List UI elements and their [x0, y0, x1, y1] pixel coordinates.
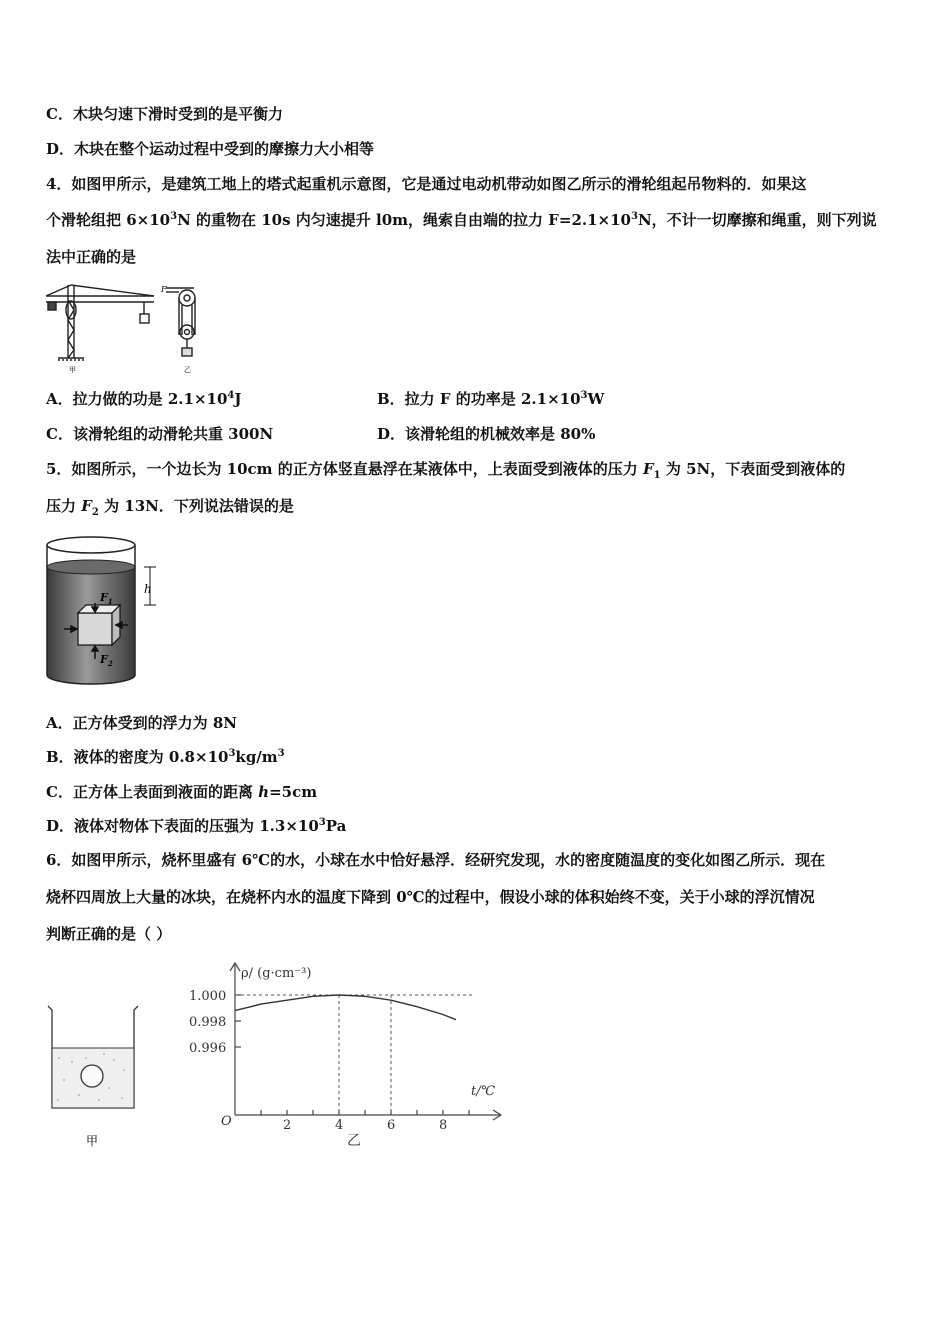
y-tick-label: 0.996	[189, 1041, 227, 1056]
q4-option-d: D．该滑轮组的机械效率是 80%	[377, 425, 596, 443]
prev-option-d: D．木块在整个运动过程中受到的摩擦力大小相等	[46, 140, 375, 158]
q4-label-jia: 甲	[69, 366, 76, 374]
q5-f2-label: $F_2$	[100, 653, 113, 668]
q6-beaker-figure	[44, 1000, 144, 1155]
q4-option-c: C．该滑轮组的动滑轮共重 300N	[46, 425, 274, 443]
prev-option-c: C．木块匀速下滑时受到的是平衡力	[46, 105, 283, 123]
q5-h-label: h	[144, 582, 152, 596]
x-tick-label: 8	[439, 1118, 448, 1133]
y-tick-label: 0.998	[189, 1015, 227, 1030]
q6-label-jia: 甲	[86, 1134, 99, 1148]
q6-density-chart	[175, 955, 515, 1155]
y-axis-label: ρ/ (g·cm⁻³)	[241, 966, 312, 981]
q4-stem-line1: 4．如图甲所示，是建筑工地上的塔式起重机示意图，它是通过电动机带动如图乙所示的滑轮组起吊物料的．如果这	[46, 175, 807, 193]
x-axis-label: t/℃	[471, 1084, 496, 1099]
x-tick-label: 4	[335, 1118, 344, 1133]
q4-option-a: A．拉力做的功是 $2.1\times 10^4J$	[46, 390, 242, 408]
q6-stem-line3: 判断正确的是（ ）	[46, 925, 172, 943]
q5-stem-line1: 5．如图所示，一个边长为 10cm 的正方体竖直悬浮在某液体中，上表面受到液体的压力 $F_1$ 为 5N，下表面受到液体的	[46, 460, 846, 481]
q4-option-b: B．拉力 F 的功率是 $2.1\times 10^3W$	[377, 390, 605, 408]
q5-option-c: C．正方体上表面到液面的距离 h=5cm	[46, 783, 318, 801]
q6-stem-line2: 烧杯四周放上大量的冰块，在烧杯内水的温度下降到 0℃的过程中，假设小球的体积始终不变，关于小球的浮沉情况	[46, 888, 815, 906]
y-tick-label: 1.000	[189, 989, 227, 1004]
q5-f1-label: $F_1$	[100, 591, 113, 606]
q5-option-b: B．液体的密度为 $0.8\times 10^3kg/m^3$	[46, 748, 285, 766]
q4-stem-line3: 法中正确的是	[46, 248, 137, 266]
q4-crane-figure	[44, 280, 214, 375]
x-tick-label: 6	[387, 1118, 396, 1133]
q5-option-d: D．液体对物体下表面的压强为 $1.3\times 10^3Pa$	[46, 817, 347, 835]
q4-stem-line2: 个滑轮组把 $6\times 10^3N$ 的重物在 10s 内匀速提升 l0m，绳索自由端的拉力 $F=2.1\times 10^3N$，不计一切摩擦和绳重，则下列说	[46, 211, 877, 229]
q4-label-yi: 乙	[184, 366, 191, 374]
density-line	[235, 995, 456, 1020]
q4-force-label: F	[161, 285, 167, 294]
q5-option-a: A．正方体受到的浮力为 8N	[46, 714, 238, 732]
x-tick-label: 2	[283, 1118, 292, 1133]
q6-stem-line1: 6．如图甲所示，烧杯里盛有 6℃的水，小球在水中恰好悬浮．经研究发现，水的密度随温度的变化如图乙所示．现在	[46, 851, 826, 869]
q6-label-yi: 乙	[347, 1133, 361, 1149]
q5-stem-line2: 压力 $F_2$ 为 13N．下列说法错误的是	[46, 497, 294, 518]
origin-label: O	[221, 1114, 232, 1129]
q5-cylinder-figure	[44, 535, 164, 690]
